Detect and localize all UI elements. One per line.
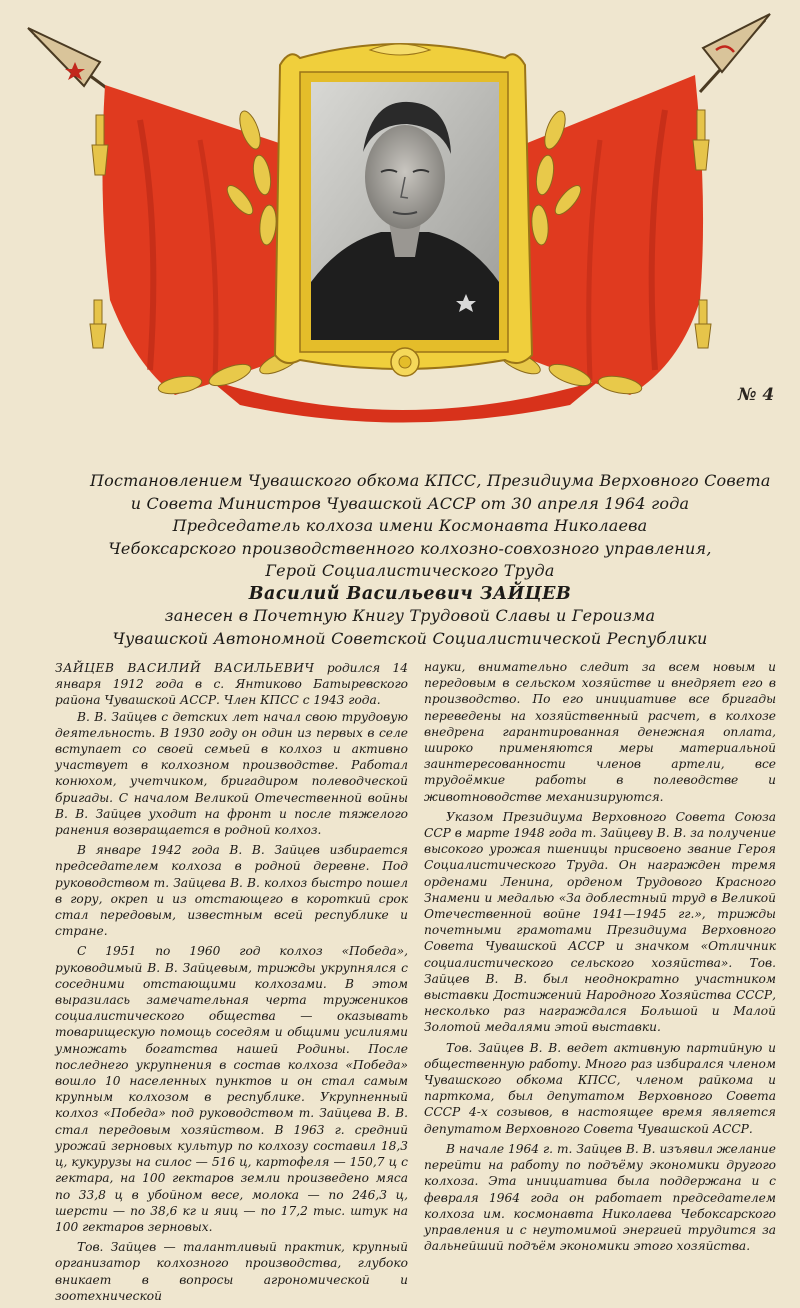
page-number: № 4 bbox=[738, 385, 775, 405]
biography-paragraph: В. В. Зайцев с детских лет начал свою трудовую деятельность. В 1930 году он один из первых в селе вступает со своей семьей в колхоз и активно участвует в колхозном производстве. Работал конюхом, учетчиком, бригадиром полеводческой бригады. С началом Великой Отечественной войны В. В. Зайцев уходит на фронт и после тяжелого ранения возвращается в родной колхоз. bbox=[55, 709, 408, 838]
biography-left-column bbox=[55, 660, 408, 1308]
biography-paragraph: В январе 1942 года В. В. Зайцев избирается председателем колхоза в родной деревне. Под руководством т. Зайцева В. В. колхоз быстро пошел в гору, окреп и из отстающего в короткий срок стал передовым, известным всей республике и стране. bbox=[55, 843, 408, 939]
hero-name: Василий Васильевич ЗАЙЦЕВ bbox=[248, 583, 572, 604]
bottom-red-drape bbox=[210, 380, 600, 423]
biography-paragraph: Тов. Зайцев — талантливый практик, крупный организатор колхозного производства, глубоко вникает в вопросы агрономической и зоотехнической bbox=[55, 1240, 408, 1303]
decree-line: и Совета Министров Чувашской АССР от 30 апреля 1964 года bbox=[130, 493, 690, 513]
portrait-photo bbox=[311, 82, 499, 340]
biography-paragraph: Указом Президиума Верховного Совета Союза ССР в марте 1948 года т. Зайцеву В. В. за получение высокого урожая пшеницы присвоено звание Героя Социалистического Труда. Он награжден тремя орденами Ленина, орденом Трудового Красного Знамени и медалью «За доблестный труд в Великой Отечественной войне 1941—1945 гг.», трижды почетными грамотами Президиума Верховного Совета Чувашской АССР и значком «Отличник социалистического сельского хозяйства». Тов. Зайцев В. В. был неоднократно участником выставки Достижений Народного Хозяйства СССР, несколько раз награждался Большой и Малой Золотой медалями этой выставки. bbox=[424, 809, 776, 1035]
decree-line: Герой Социалистического Труда bbox=[265, 561, 555, 580]
decree-line: Постановлением Чувашского обкома КПСС, Президиума Верховного Совета bbox=[90, 471, 771, 490]
biography-paragraph: В начале 1964 г. т. Зайцев В. В. изъявил желание перейти на работу по подъёму экономики другого колхоза. Эта инициатива была поддержана и с февраля 1964 года он работает председателем колхоза им. космонавта Николаева Чебоксарского управления и с неутомимой энергией трудится за дальнейший подъём экономики этого хозяйства. bbox=[424, 1141, 776, 1254]
biography-lead-name: ЗАЙЦЕВ ВАСИЛИЙ ВАСИЛЬЕВИЧ bbox=[55, 661, 315, 675]
biography-paragraph: науки, внимательно следит за всем новым и передовым в сельском хозяйстве и внедряет его в производство. По его инициативе все бригады переведены на хозяйственный расчет, в колхозе внедрена гарантированная денежная оплата, широко применяются меры материальной заинтересованности членов артели, все трудоёмкие работы в полеводстве и животноводстве механизируются. bbox=[424, 660, 776, 804]
left-spearhead-icon bbox=[28, 28, 100, 86]
biography-paragraph: Тов. Зайцев В. В. ведет активную партийную и общественную работу. Много раз избирался членом Чувашского обкома КПСС, членом райкома и парткома, был депутатом Верховного Совета СССР 4-х созывов, в настоящее время является депутатом Верховного Совета Чувашской АССР. bbox=[424, 1040, 776, 1136]
decree-line: Чувашской Автономной Советской Социалистической Республики bbox=[112, 628, 708, 648]
decree-line: Чебоксарского производственного колхозно-совхозного управления, bbox=[108, 538, 712, 558]
right-spearhead-icon bbox=[703, 14, 770, 72]
biography-paragraph: С 1951 по 1960 год колхоз «Победа», руководимый В. В. Зайцевым, трижды укрупнялся с соседними отстающими колхозами. В этом выразилась замечательная черта тружеников социалистического общества — оказывать товарищескую помощь соседям и общими усилиями умножать богатства нашей Родины. После последнего укрупнения в состав колхоза «Победа» вошло 10 населенных пунктов и он стал самым крупным колхозом в республике. Укрупненный колхоз «Победа» под руководством т. Зайцева В. В. стал передовым хозяйством. В 1963 г. средний урожай зерновых культур по колхозу составил 18,3 ц, кукурузы на силос — 516 ц, картофеля — 150,7 ц с гектара, на 100 гектаров земли произведено мяса по 33,8 ц в убойном весе, молока — по 246,3 ц, шерсти — по 38,6 кг и яиц — по 17,2 тыс. штук на 100 гектаров зерновых. bbox=[55, 944, 408, 1234]
decree-line: Председатель колхоза имени Космонавта Николаева bbox=[172, 516, 648, 535]
decree-line: занесен в Почетную Книгу Трудовой Славы и Героизма bbox=[164, 606, 656, 625]
biography-paragraph: ЗАЙЦЕВ ВАСИЛИЙ ВАСИЛЬЕВИЧ родился 14 января 1912 года в с. Янтиково Батыревского района Чувашской АССР. Член КПСС с 1943 года. bbox=[55, 661, 408, 708]
biography-right-column bbox=[424, 659, 776, 1258]
decree-heading bbox=[90, 470, 771, 650]
